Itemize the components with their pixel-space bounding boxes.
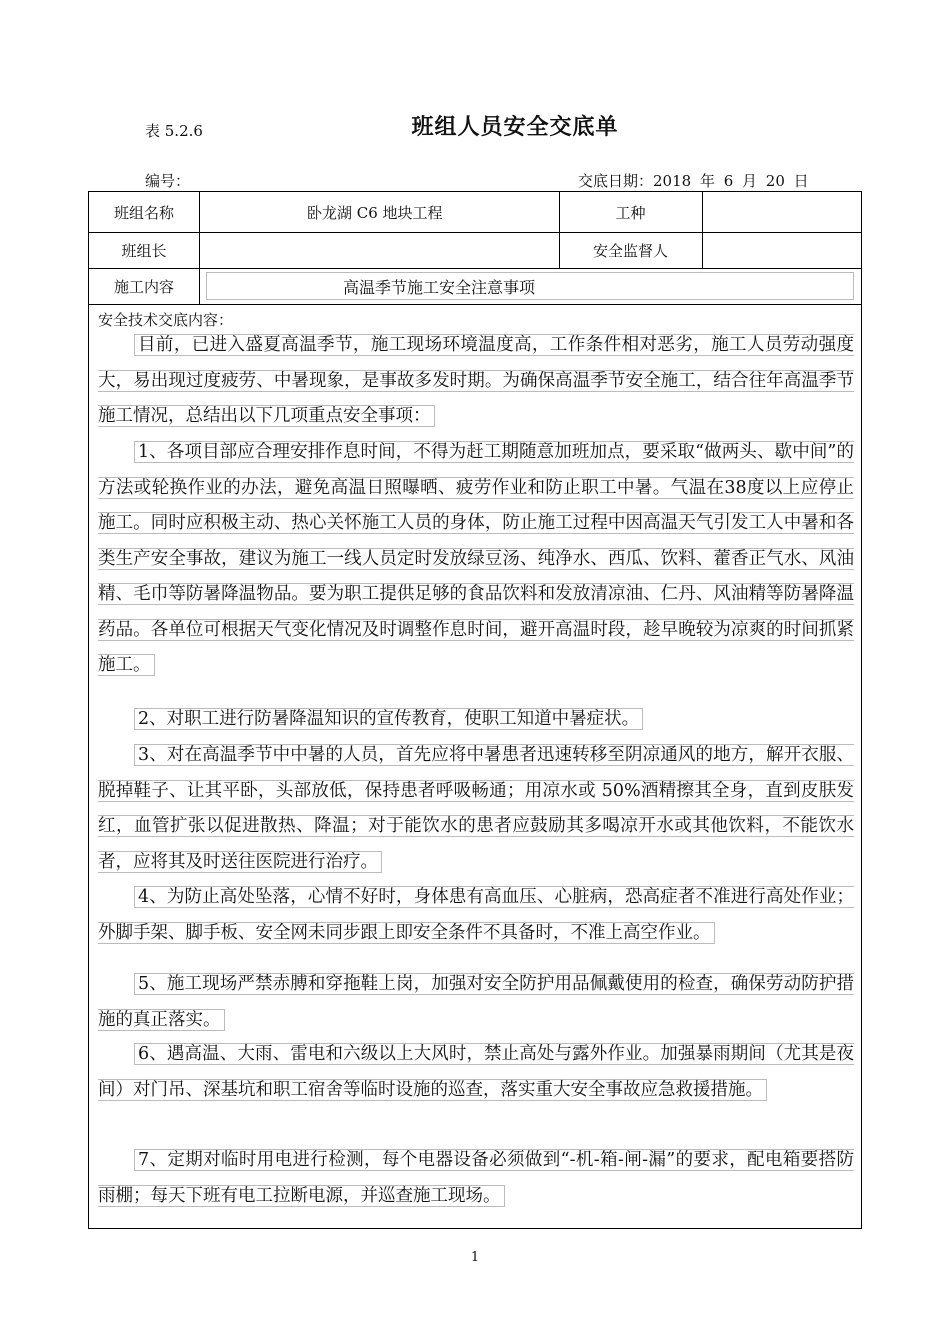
safety-briefing-table — [88, 191, 862, 1229]
briefing-date: 交底日期：2018 年 6 月 20 日 — [578, 172, 809, 190]
paragraph-text: 1、各项目部应合理安排作息时间，不得为赶工期随意加班加点，要采取“做两头、歇中间”的方法或轮换作业的办法，避免高温日照曝晒、疲劳作业和防止职工中暑。气温在38度以上应停止施工。同时应积极主动、热心关怀施工人员的身体，防止施工过程中因高温天气引发工人中暑和各类生产安全事故，建议为施工一线人员定时发放绿豆汤、纯净水、西瓜、饮料、藿香正气水、风油精、毛巾等防暑降温物品。要为职工提供足够的食品饮料和发放清凉油、仁丹、风油精等防暑降温药品。各单位可根据天气变化情况及时调整作息时间，避开高温时段，趁早晚较为凉爽的时间抓紧施工。 — [98, 442, 854, 675]
paragraph-text: 2、对职工进行防暑降温知识的宣传教育，使职工知道中暑症状。 — [134, 708, 643, 730]
paragraph-text: 3、对在高温季节中中暑的人员，首先应将中暑患者迅速转移至阴凉通风的地方，解开衣服、脱掉鞋子、让其平卧，头部放低，保持患者呼吸畅通；用凉水或 50%酒精擦其全身，直到皮肤发红，血管扩张以促进散热、降温；对于能饮水的患者应鼓励其多喝凉开水或其他饮料，不能饮水者，应将其及时送往医院进行治疗。 — [98, 745, 854, 872]
work-content-label: 施工内容 — [113, 277, 174, 296]
form-number: 表 5.2.6 — [145, 122, 203, 140]
team-name-label: 班组名称 — [113, 203, 174, 222]
paragraph-text: 目前，已进入盛夏高温季节，施工现场环境温度高，工作条件相对恶劣，施工人员劳动强度大，易出现过度疲劳、中暑现象，是事故多发时期。为确保高温季节安全施工，结合往年高温季节施工情况，总结出以下几项重点安全事项： — [98, 335, 854, 426]
paragraph-intro — [98, 328, 854, 435]
page-title: 班组人员安全交底单 — [411, 115, 619, 140]
paragraph-text: 7、定期对临时用电进行检测，每个电器设备必须做到“-机-箱-闸-漏”的要求，配电箱要搭防雨棚；每天下班有电工拉断电源，并巡查施工现场。 — [98, 1150, 854, 1206]
paragraph-text: 4、为防止高处坠落，心情不好时，身体患有高血压、心脏病，恐高症者不准进行高处作业；外脚手架、脚手板、安全网未同步跟上即安全条件不具备时，不准上高空作业。 — [98, 887, 854, 943]
page-number: 1 — [470, 1250, 480, 1265]
paragraph-item-5 — [98, 967, 854, 1038]
paragraph-item-6 — [98, 1037, 854, 1108]
paragraph-item-3 — [98, 738, 854, 880]
serial-number-label: 编号： — [145, 172, 191, 190]
paragraph-item-4 — [98, 880, 854, 951]
paragraph-item-7 — [98, 1143, 854, 1214]
team-leader-value — [199, 232, 559, 268]
safety-supervisor-value — [702, 232, 862, 268]
trade-value — [702, 192, 862, 232]
work-content-value: 高温季节施工安全注意事项 — [206, 272, 854, 300]
trade-label: 工种 — [615, 203, 646, 222]
paragraph-item-2 — [98, 702, 854, 738]
briefing-content-label: 安全技术交底内容： — [98, 311, 234, 329]
team-name-value: 卧龙湖 C6 地块工程 — [307, 203, 443, 222]
team-leader-label: 班组长 — [121, 241, 167, 260]
paragraph-text: 6、遇高温、大雨、雷电和六级以上大风时，禁止高处与露外作业。加强暴雨期间（尤其是夜间）对门吊、深基坑和职工宿舍等临时设施的巡查，落实重大安全事故应急救援措施。 — [98, 1044, 854, 1100]
safety-supervisor-label: 安全监督人 — [592, 241, 668, 260]
paragraph-item-1 — [98, 435, 854, 684]
paragraph-text: 5、施工现场严禁赤膊和穿拖鞋上岗，加强对安全防护用品佩戴使用的检查，确保劳动防护措施的真正落实。 — [98, 974, 854, 1030]
